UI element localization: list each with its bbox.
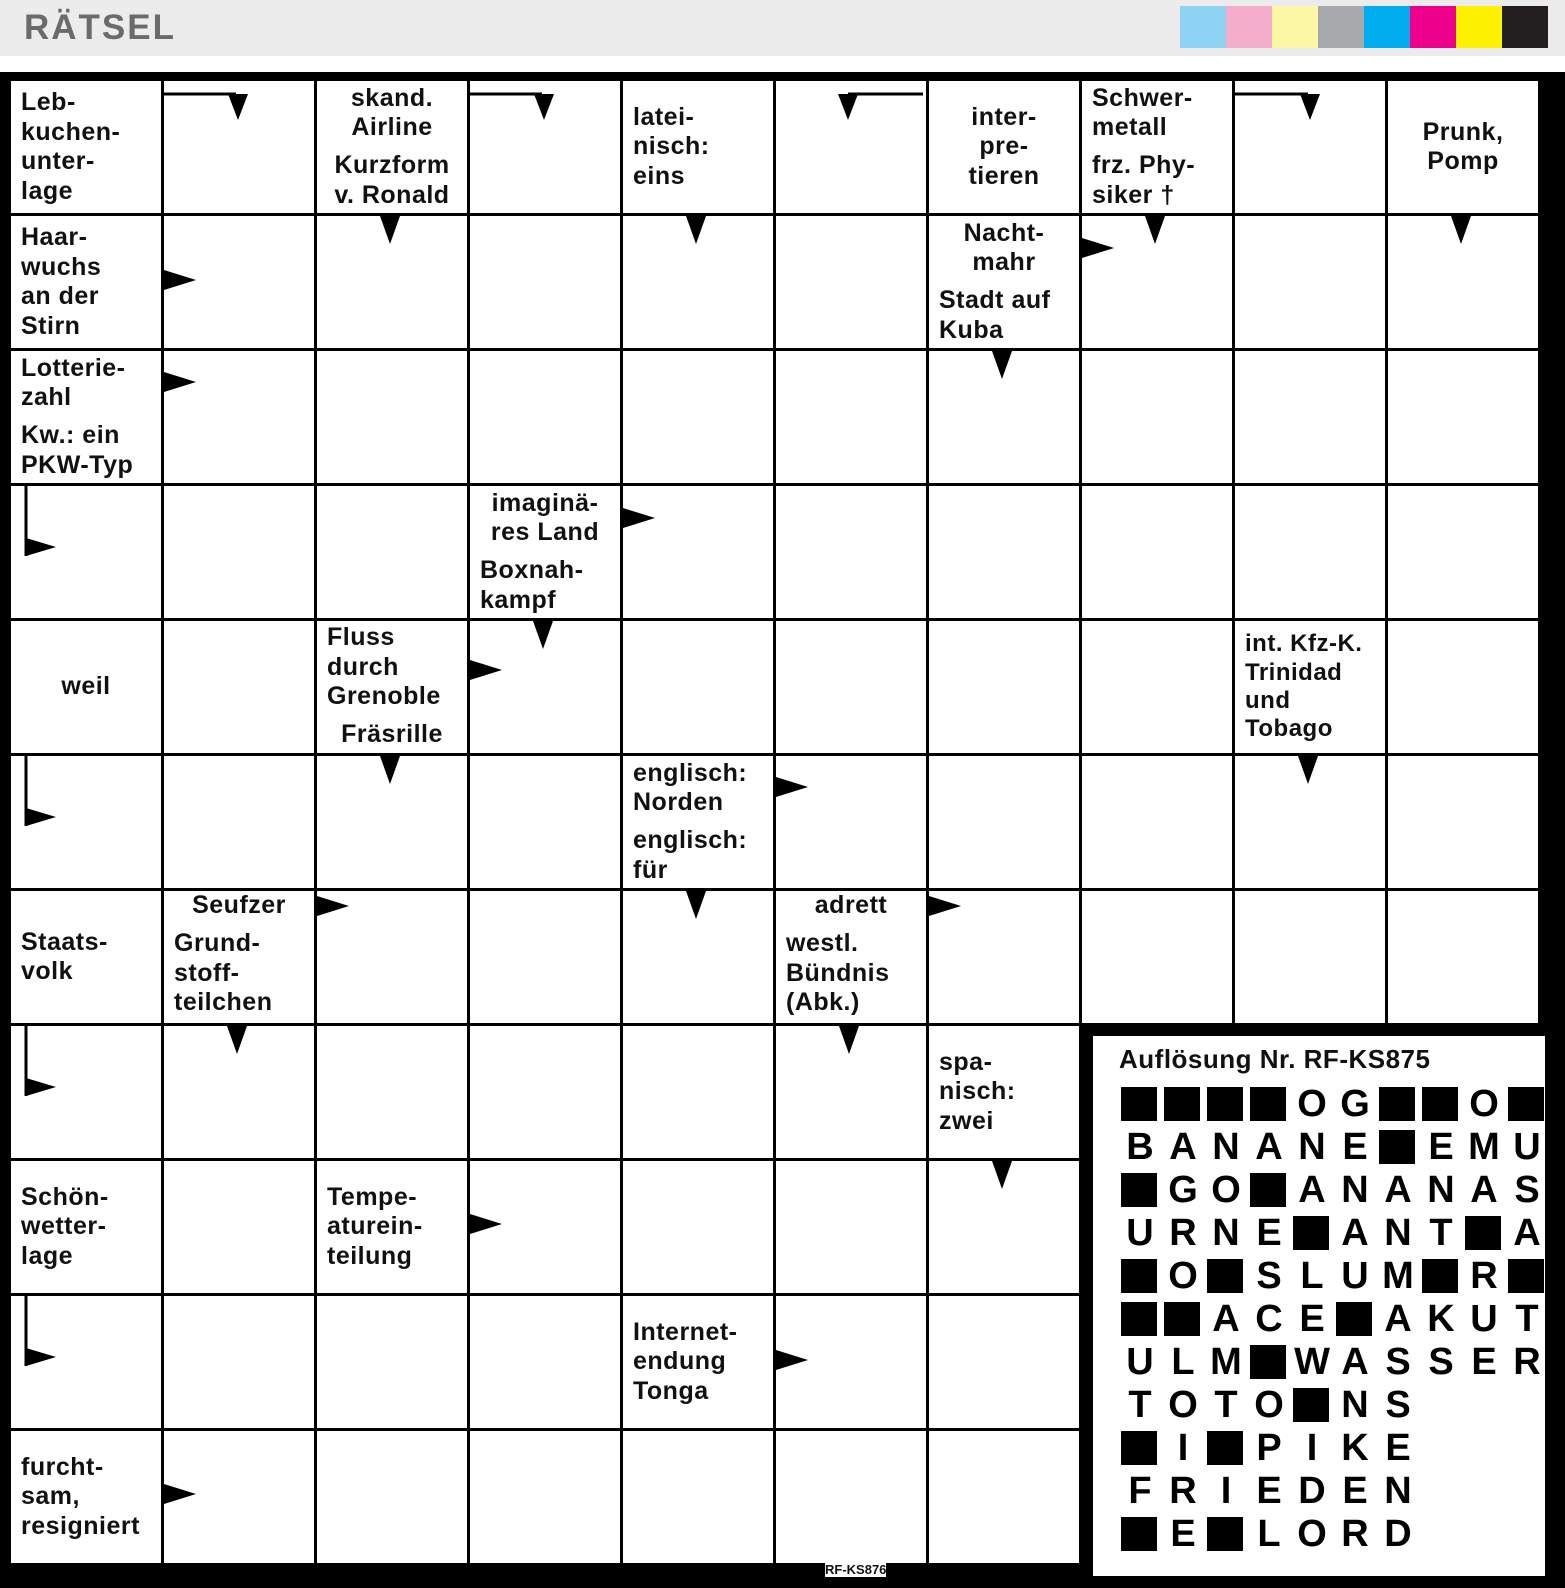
clue-boxnahkampf: Boxnah- kampf <box>470 553 620 618</box>
answer-cell[interactable] <box>929 756 1079 888</box>
solution-letter: A <box>1384 1169 1412 1211</box>
solution-letter: U <box>1513 1126 1541 1168</box>
solution-block <box>1121 1517 1157 1551</box>
answer-cell[interactable] <box>470 351 620 483</box>
solution-letter: R <box>1341 1513 1369 1555</box>
solution-letter: A <box>1341 1341 1369 1383</box>
solution-letter: S <box>1514 1169 1540 1211</box>
answer-cell[interactable] <box>317 891 467 1023</box>
clue-engl-fuer: englisch: für <box>623 823 773 888</box>
clue-fraesrille: Fräsrille <box>317 717 467 753</box>
clue-stadt-kuba: Stadt auf Kuba <box>929 283 1079 348</box>
solution-letter: N <box>1212 1212 1240 1254</box>
answer-cell[interactable] <box>1082 756 1232 888</box>
solution-letter: A <box>1341 1212 1369 1254</box>
solution-letter: E <box>1256 1470 1282 1512</box>
answer-cell[interactable] <box>1235 486 1385 618</box>
clue-schwermetall: Schwer- metall <box>1082 81 1232 145</box>
solution-letter: T <box>1515 1298 1539 1340</box>
answer-cell[interactable] <box>470 891 620 1023</box>
solution-letter: L <box>1171 1341 1195 1383</box>
answer-cell[interactable] <box>1082 486 1232 618</box>
answer-cell[interactable] <box>164 621 314 753</box>
solution-letter: O <box>1168 1255 1198 1297</box>
answer-cell[interactable] <box>164 81 314 213</box>
solution-letter: T <box>1214 1384 1238 1426</box>
answer-cell[interactable] <box>776 486 926 618</box>
solution-letter: U <box>1341 1255 1369 1297</box>
solution-block <box>1250 1173 1286 1207</box>
clue-schoenwetter: Schön- wetter- lage <box>11 1161 161 1293</box>
solution-letter: O <box>1211 1169 1241 1211</box>
solution-block <box>1121 1173 1157 1207</box>
solution-block <box>1336 1302 1372 1336</box>
solution-block <box>1293 1388 1329 1422</box>
clue-prunk: Prunk, Pomp <box>1388 81 1538 213</box>
answer-cell[interactable] <box>776 756 926 888</box>
solution-letter: S <box>1385 1341 1411 1383</box>
solution-block <box>1422 1087 1458 1121</box>
color-swatch <box>1180 6 1226 48</box>
solution-block <box>1164 1087 1200 1121</box>
puzzle-code: RF-KS876 <box>825 1562 887 1577</box>
answer-cell[interactable] <box>164 216 314 348</box>
clue-seufzer: Seufzer <box>164 891 314 921</box>
solution-letter: O <box>1297 1083 1327 1125</box>
answer-cell[interactable] <box>623 216 773 348</box>
solution-block <box>1250 1345 1286 1379</box>
answer-cell[interactable] <box>776 621 926 753</box>
solution-letter: M <box>1468 1126 1500 1168</box>
answer-cell[interactable] <box>164 486 314 618</box>
solution-letter: U <box>1470 1298 1498 1340</box>
solution-block <box>1250 1087 1286 1121</box>
solution-letter: A <box>1470 1169 1498 1211</box>
answer-cell[interactable] <box>11 756 161 888</box>
answer-cell[interactable] <box>470 1161 620 1293</box>
answer-cell[interactable] <box>164 1161 314 1293</box>
color-swatch <box>1410 6 1456 48</box>
answer-cell[interactable] <box>470 621 620 753</box>
solution-letter: T <box>1128 1384 1152 1426</box>
solution-letter: E <box>1170 1513 1196 1555</box>
answer-cell[interactable] <box>317 1026 467 1158</box>
answer-cell[interactable] <box>317 756 467 888</box>
answer-cell[interactable] <box>776 216 926 348</box>
clue-kurzform-ronald: Kurzform v. Ronald <box>317 148 467 213</box>
clue-skand-airline: skand. Airline <box>317 81 467 145</box>
clue-fluss: Fluss durch Grenoble <box>317 621 467 714</box>
solution-letter: A <box>1212 1298 1240 1340</box>
solution-letter: U <box>1126 1212 1154 1254</box>
clue-span-zwei: spa- nisch: zwei <box>929 1026 1079 1158</box>
solution-letter: A <box>1298 1169 1326 1211</box>
solution-letter: G <box>1168 1169 1198 1211</box>
answer-cell[interactable] <box>164 1296 314 1428</box>
answer-cell[interactable] <box>164 756 314 888</box>
answer-cell[interactable] <box>1082 621 1232 753</box>
clue-staatsvolk: Staats- volk <box>11 891 161 1023</box>
answer-cell[interactable] <box>1235 351 1385 483</box>
answer-cell[interactable] <box>1082 216 1232 348</box>
solution-letter: E <box>1385 1427 1411 1469</box>
solution-letter: K <box>1341 1427 1369 1469</box>
answer-cell[interactable] <box>1082 891 1232 1023</box>
answer-cell[interactable] <box>470 81 620 213</box>
clue-lat-eins: latei- nisch: eins <box>623 81 773 213</box>
answer-cell[interactable] <box>1388 216 1538 348</box>
solution-letter: G <box>1340 1083 1370 1125</box>
solution-letter: A <box>1384 1298 1412 1340</box>
solution-block <box>1207 1431 1243 1465</box>
solution-letter: E <box>1471 1341 1497 1383</box>
solution-block <box>1121 1259 1157 1293</box>
answer-cell[interactable] <box>929 891 1079 1023</box>
solution-letter: C <box>1255 1298 1283 1340</box>
answer-cell[interactable] <box>317 1431 467 1563</box>
header-bar <box>0 0 1565 56</box>
solution-letter: O <box>1168 1384 1198 1426</box>
answer-cell[interactable] <box>776 351 926 483</box>
clue-adrett: adrett <box>776 891 926 921</box>
solution-letter: N <box>1298 1126 1326 1168</box>
answer-cell[interactable] <box>470 216 620 348</box>
clue-kfz-trinidad: int. Kfz-K. Trinidad und Tobago <box>1235 621 1385 753</box>
clue-pkw-typ: Kw.: ein PKW-Typ <box>11 418 161 483</box>
solution-letter: D <box>1384 1513 1412 1555</box>
clue-lebkuchen: Leb- kuchen- unter- lage <box>11 81 161 213</box>
answer-cell[interactable] <box>317 486 467 618</box>
answer-cell[interactable] <box>1388 351 1538 483</box>
answer-cell[interactable] <box>11 1026 161 1158</box>
solution-letter: R <box>1513 1341 1541 1383</box>
color-swatch <box>1456 6 1502 48</box>
solution-letter: N <box>1384 1212 1412 1254</box>
clue-interpretieren: inter- pre- tieren <box>929 81 1079 213</box>
answer-cell[interactable] <box>623 621 773 753</box>
clue-nachtmahr: Nacht- mahr <box>929 216 1079 280</box>
color-calibration-strip <box>1180 6 1548 48</box>
solution-letter: N <box>1341 1384 1369 1426</box>
answer-cell[interactable] <box>1388 621 1538 753</box>
answer-cell[interactable] <box>929 1431 1079 1563</box>
answer-cell[interactable] <box>1388 756 1538 888</box>
clue-haarwuchs: Haar- wuchs an der Stirn <box>11 216 161 348</box>
answer-cell[interactable] <box>164 1026 314 1158</box>
solution-letter: W <box>1294 1341 1330 1383</box>
answer-cell[interactable] <box>929 351 1079 483</box>
solution-block <box>1379 1087 1415 1121</box>
solution-block <box>1207 1087 1243 1121</box>
clue-frz-physiker: frz. Phy- siker † <box>1082 148 1232 213</box>
answer-cell[interactable] <box>164 1431 314 1563</box>
solution-block <box>1121 1087 1157 1121</box>
clue-temperatur: Tempe- aturein- teilung <box>317 1161 467 1293</box>
answer-cell[interactable] <box>11 486 161 618</box>
color-swatch <box>1226 6 1272 48</box>
answer-cell[interactable] <box>776 81 926 213</box>
solution-letter: L <box>1300 1255 1324 1297</box>
answer-cell[interactable] <box>164 351 314 483</box>
solution-letter: R <box>1169 1470 1197 1512</box>
solution-letter: I <box>1220 1470 1232 1512</box>
solution-letter: L <box>1257 1513 1281 1555</box>
color-swatch <box>1502 6 1548 48</box>
solution-letter: K <box>1427 1298 1455 1340</box>
solution-block <box>1164 1302 1200 1336</box>
solution-panel <box>1093 1036 1545 1576</box>
solution-letter: S <box>1428 1341 1454 1383</box>
answer-cell[interactable] <box>1235 216 1385 348</box>
solution-letter: T <box>1429 1212 1453 1254</box>
solution-letter: S <box>1256 1255 1282 1297</box>
answer-cell[interactable] <box>929 486 1079 618</box>
solution-block <box>1207 1259 1243 1293</box>
answer-cell[interactable] <box>929 621 1079 753</box>
solution-block <box>1422 1259 1458 1293</box>
solution-letter: E <box>1299 1298 1325 1340</box>
answer-cell[interactable] <box>1388 891 1538 1023</box>
clue-imag-land: imaginä- res Land <box>470 486 620 550</box>
answer-cell[interactable] <box>1235 756 1385 888</box>
solution-letter: N <box>1427 1169 1455 1211</box>
answer-cell[interactable] <box>929 1296 1079 1428</box>
color-swatch <box>1272 6 1318 48</box>
solution-letter: O <box>1469 1083 1499 1125</box>
solution-letter: R <box>1470 1255 1498 1297</box>
solution-letter: E <box>1256 1212 1282 1254</box>
color-swatch <box>1318 6 1364 48</box>
answer-cell[interactable] <box>776 1431 926 1563</box>
clue-weil: weil <box>11 621 161 753</box>
answer-cell[interactable] <box>1082 351 1232 483</box>
solution-letter: N <box>1212 1126 1240 1168</box>
answer-cell[interactable] <box>929 1161 1079 1293</box>
solution-letter: A <box>1255 1126 1283 1168</box>
clue-furchtsam: furcht- sam, resigniert <box>11 1431 161 1563</box>
clue-engl-norden: englisch: Norden <box>623 756 773 820</box>
solution-letter: P <box>1256 1427 1282 1469</box>
solution-letter: E <box>1342 1470 1368 1512</box>
solution-letter: N <box>1341 1169 1369 1211</box>
solution-letter: M <box>1382 1255 1414 1297</box>
clue-internet-tonga: Internet- endung Tonga <box>623 1296 773 1428</box>
answer-cell[interactable] <box>623 891 773 1023</box>
solution-letter: D <box>1298 1470 1326 1512</box>
answer-cell[interactable] <box>470 1431 620 1563</box>
answer-cell[interactable] <box>623 351 773 483</box>
solution-letter: O <box>1297 1513 1327 1555</box>
solution-letter: O <box>1254 1384 1284 1426</box>
color-swatch <box>1364 6 1410 48</box>
solution-block <box>1508 1259 1544 1293</box>
solution-letter: E <box>1428 1126 1454 1168</box>
answer-cell[interactable] <box>317 351 467 483</box>
solution-block <box>1293 1216 1329 1250</box>
answer-cell[interactable] <box>1388 486 1538 618</box>
answer-cell[interactable] <box>11 1296 161 1428</box>
solution-letter: I <box>1306 1427 1318 1469</box>
answer-cell[interactable] <box>1235 891 1385 1023</box>
solution-block <box>1379 1130 1415 1164</box>
answer-cell[interactable] <box>623 1161 773 1293</box>
answer-cell[interactable] <box>623 1431 773 1563</box>
solution-letter: M <box>1210 1341 1242 1383</box>
solution-title: Auflösung Nr. RF-KS875 <box>1119 1044 1431 1074</box>
answer-cell[interactable] <box>776 1296 926 1428</box>
answer-cell[interactable] <box>776 1026 926 1158</box>
answer-cell[interactable] <box>317 216 467 348</box>
solution-block <box>1121 1431 1157 1465</box>
answer-cell[interactable] <box>1235 81 1385 213</box>
solution-letter: R <box>1169 1212 1197 1254</box>
solution-letter: E <box>1342 1126 1368 1168</box>
answer-cell[interactable] <box>623 486 773 618</box>
solution-block <box>1121 1302 1157 1336</box>
clue-lotteriezahl: Lotterie- zahl <box>11 351 161 415</box>
solution-letter: B <box>1126 1126 1154 1168</box>
solution-letter: I <box>1177 1427 1189 1469</box>
solution-block <box>1508 1087 1544 1121</box>
solution-letter: A <box>1169 1126 1197 1168</box>
answer-cell[interactable] <box>470 1026 620 1158</box>
answer-cell[interactable] <box>776 1161 926 1293</box>
answer-cell[interactable] <box>470 1296 620 1428</box>
solution-letter: F <box>1128 1470 1152 1512</box>
page-title: RÄTSEL <box>24 8 176 47</box>
solution-letter: S <box>1385 1384 1411 1426</box>
answer-cell[interactable] <box>470 756 620 888</box>
solution-block <box>1465 1216 1501 1250</box>
solution-letter: U <box>1126 1341 1154 1383</box>
clue-grundstoff: Grund- stoff- teilchen <box>164 924 314 1023</box>
clue-westl-buendnis: westl. Bündnis (Abk.) <box>776 924 926 1023</box>
answer-cell[interactable] <box>317 1296 467 1428</box>
solution-letter: N <box>1384 1470 1412 1512</box>
answer-cell[interactable] <box>623 1026 773 1158</box>
solution-block <box>1207 1517 1243 1551</box>
solution-letter: A <box>1513 1212 1541 1254</box>
